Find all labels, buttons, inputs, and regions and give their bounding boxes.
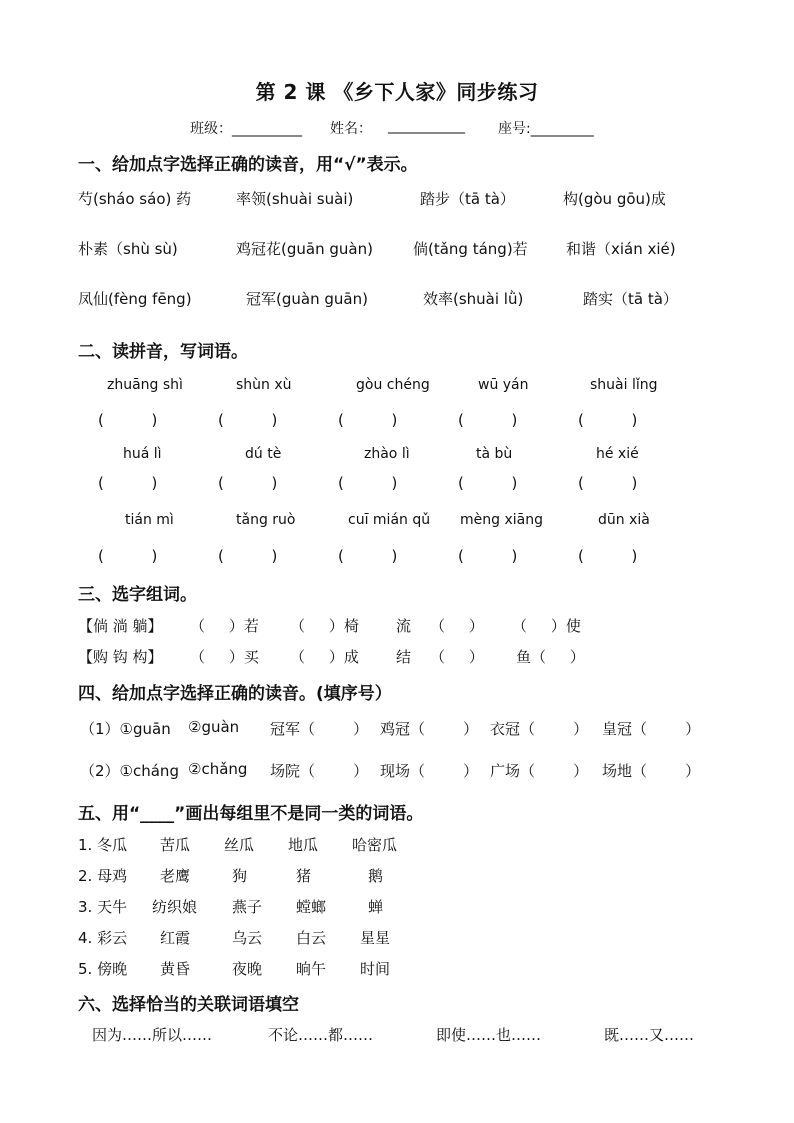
section-4-heading: 四、给加点字选择正确的读音。(填序号）	[78, 684, 392, 704]
word-item[interactable]: 鹅	[368, 867, 384, 885]
word-item[interactable]: 苦瓜	[160, 836, 191, 854]
answer-blank[interactable]: ( )	[458, 547, 518, 565]
s1-item: 率领(shuài suài)	[236, 190, 354, 208]
pinyin-label: tà bù	[476, 446, 513, 462]
pinyin-label: zhào lì	[364, 446, 410, 462]
word-item[interactable]: 白云	[296, 929, 327, 947]
fill-item[interactable]: （ ）	[430, 617, 484, 635]
section-2-heading: 二、读拼音，写词语。	[78, 342, 248, 362]
section-6-heading: 六、选择恰当的关联词语填空	[78, 995, 299, 1015]
pinyin-label: zhuāng shì	[107, 377, 183, 393]
answer-blank[interactable]: ( )	[98, 547, 158, 565]
word-item[interactable]: 5. 傍晚	[78, 960, 128, 978]
pinyin-label: mèng xiāng	[460, 512, 543, 528]
pinyin-label: shùn xù	[236, 377, 292, 393]
seat-field[interactable]: 座号:_________	[498, 121, 594, 137]
s1-item: 踏实（tā tà）	[583, 290, 678, 308]
section-5-heading: 五、用“____”画出每组里不是同一类的词语。	[78, 804, 424, 824]
s1-item: 构(gòu gōu)成	[563, 190, 666, 208]
word-item[interactable]: 红霞	[160, 929, 191, 947]
conjunction-option: 既……又……	[604, 1026, 695, 1044]
fill-item[interactable]: 现场（ ）	[380, 762, 479, 780]
section-1-heading: 一、给加点字选择正确的读音，用“√”表示。	[78, 155, 418, 175]
section-3-heading: 三、选字组词。	[78, 585, 197, 605]
word-item[interactable]: 哈密瓜	[352, 836, 398, 854]
pinyin-label: wū yán	[478, 377, 529, 393]
word-item[interactable]: 3. 天牛	[78, 898, 128, 916]
pinyin-label: tián mì	[125, 512, 174, 528]
fill-item[interactable]: （ ）椅	[290, 617, 359, 635]
pinyin-label: dūn xià	[598, 512, 650, 528]
fill-item[interactable]: 场地（ ）	[602, 762, 701, 780]
word-item[interactable]: 猪	[296, 867, 312, 885]
pinyin-label: shuài lǐng	[590, 377, 658, 393]
word-item[interactable]: 狗	[232, 867, 248, 885]
answer-blank[interactable]: ( )	[98, 474, 158, 492]
pinyin-label: cuī mián qǔ	[348, 512, 431, 528]
pinyin-label: gòu chéng	[356, 377, 430, 393]
page-title: 第 2 课 《乡下人家》同步练习	[255, 80, 539, 104]
word-item[interactable]: 蝉	[368, 898, 384, 916]
char-group: 【购 钩 构】	[78, 648, 163, 666]
word-item[interactable]: 4. 彩云	[78, 929, 128, 947]
fill-item[interactable]: 场院（ ）	[270, 762, 369, 780]
answer-blank[interactable]: ( )	[98, 411, 158, 429]
pinyin-label: tǎng ruò	[236, 512, 296, 528]
word-item[interactable]: 老鹰	[160, 867, 191, 885]
pinyin-label: huá lì	[123, 446, 162, 462]
fill-item[interactable]: （ ）买	[190, 648, 259, 666]
fill-item[interactable]: 广场（ ）	[490, 762, 589, 780]
s1-item: 和谐（xián xié)	[566, 240, 676, 258]
class-field[interactable]: 班级：__________	[190, 121, 302, 137]
answer-blank[interactable]: ( )	[578, 547, 638, 565]
s1-item: 凤仙(fèng fēng)	[78, 290, 192, 308]
word-item[interactable]: 2. 母鸡	[78, 867, 128, 885]
answer-blank[interactable]: ( )	[338, 547, 398, 565]
answer-blank[interactable]: ( )	[218, 411, 278, 429]
fill-item[interactable]: （ ）	[430, 648, 484, 666]
fill-item[interactable]: 衣冠（ ）	[490, 720, 589, 738]
answer-blank[interactable]: ( )	[578, 411, 638, 429]
answer-blank[interactable]: ( )	[578, 474, 638, 492]
fill-item[interactable]: （ ）使	[512, 617, 581, 635]
word-item[interactable]: 晌午	[296, 960, 327, 978]
answer-blank[interactable]: ( )	[458, 411, 518, 429]
answer-blank[interactable]: ( )	[458, 474, 518, 492]
s1-item: 鸡冠花(guān guàn)	[236, 240, 373, 258]
word-item[interactable]: 乌云	[232, 929, 263, 947]
option-1: （2）①cháng	[80, 762, 179, 780]
fill-item[interactable]: （ ）成	[290, 648, 359, 666]
word-item[interactable]: 燕子	[232, 898, 263, 916]
conjunction-option: 因为……所以……	[92, 1026, 213, 1044]
fill-item[interactable]: 冠军（ ）	[270, 720, 369, 738]
option-2: ②guàn	[188, 718, 240, 736]
word-item[interactable]: 地瓜	[288, 836, 319, 854]
fill-item[interactable]: 鸡冠（ ）	[380, 720, 479, 738]
option-2: ②chǎng	[188, 760, 248, 778]
s1-item: 效率(shuài lǜ)	[423, 290, 524, 308]
word-item[interactable]: 星星	[360, 929, 391, 947]
s1-item: 朴素（shù sù)	[78, 240, 178, 258]
fill-item[interactable]: 皇冠（ ）	[602, 720, 701, 738]
s1-item: 芍(sháo sáo) 药	[78, 190, 192, 208]
conjunction-option: 即使……也……	[436, 1026, 542, 1044]
word-item[interactable]: 黄昏	[160, 960, 191, 978]
word-item[interactable]: 螳螂	[296, 898, 327, 916]
fill-item: 结	[396, 648, 412, 666]
fill-item[interactable]: 鱼（ ）	[516, 648, 585, 666]
name-field[interactable]: ___________	[388, 118, 465, 134]
pinyin-label: hé xié	[596, 446, 639, 462]
answer-blank[interactable]: ( )	[338, 474, 398, 492]
s1-item: 踏步（tā tà）	[420, 190, 515, 208]
s1-item: 倘(tǎng táng)若	[413, 240, 528, 258]
word-item[interactable]: 纺织娘	[152, 898, 198, 916]
option-1: （1）①guān	[80, 720, 171, 738]
word-item[interactable]: 丝瓜	[224, 836, 255, 854]
word-item[interactable]: 1. 冬瓜	[78, 836, 128, 854]
name-label: 姓名：	[330, 121, 372, 137]
char-group: 【倘 淌 躺】	[78, 617, 163, 635]
word-item[interactable]: 时间	[360, 960, 391, 978]
s1-item: 冠军(guàn guān)	[246, 290, 368, 308]
word-item[interactable]: 夜晚	[232, 960, 263, 978]
answer-blank[interactable]: ( )	[338, 411, 398, 429]
fill-item: 流	[396, 617, 412, 635]
answer-blank[interactable]: ( )	[218, 547, 278, 565]
answer-blank[interactable]: ( )	[218, 474, 278, 492]
conjunction-option: 不论……都……	[268, 1026, 374, 1044]
pinyin-label: dú tè	[245, 446, 282, 462]
fill-item[interactable]: （ ）若	[190, 617, 259, 635]
